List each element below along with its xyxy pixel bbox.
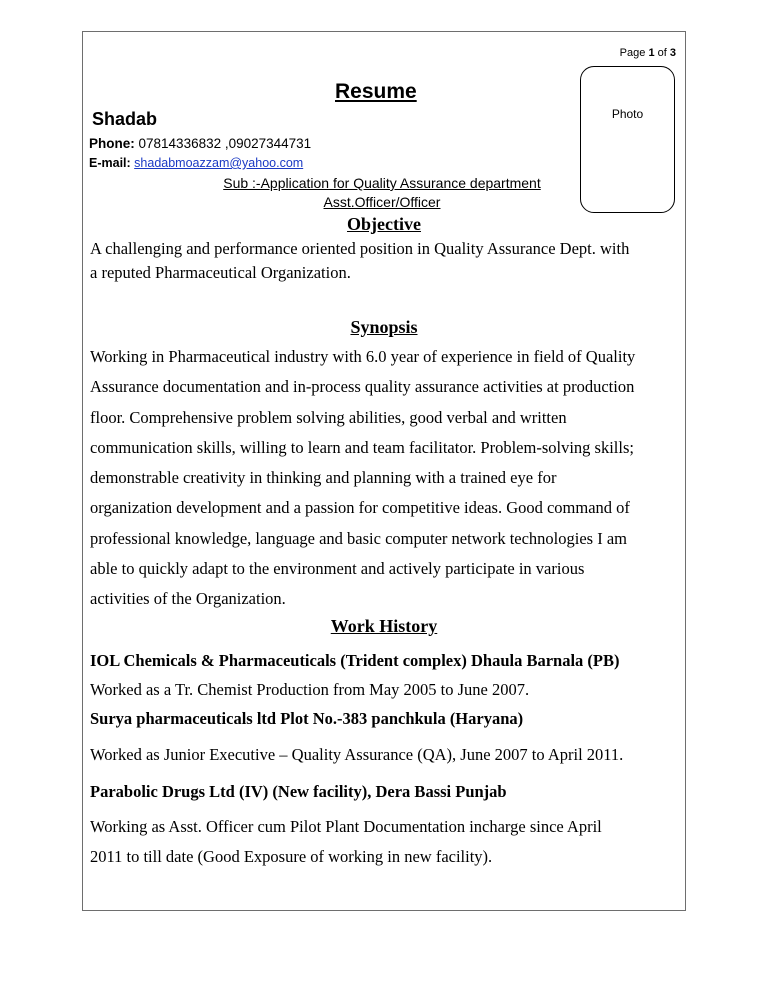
email-label: E-mail: <box>89 156 131 170</box>
phone-label: Phone: <box>89 136 135 151</box>
phone-line <box>89 136 311 151</box>
work-company: Parabolic Drugs Ltd (IV) (New facility), Dera Bassi Punjab <box>90 782 507 801</box>
phone-value: 07814336832 ,09027344731 <box>138 136 312 151</box>
email-link[interactable]: shadabmoazzam@yahoo.com <box>134 156 304 170</box>
synopsis-line: Working in Pharmaceutical industry with 6.0 year of experience in field of Quality <box>90 347 636 366</box>
synopsis-heading: Synopsis <box>350 317 418 337</box>
objective-text <box>90 237 690 285</box>
work-description: Working as Asst. Officer cum Pilot Plant Documentation incharge since April <box>90 817 602 836</box>
synopsis-line: professional knowledge, language and basic computer network technologies I am <box>90 528 627 548</box>
photo-label: Photo <box>611 107 644 121</box>
synopsis-line: organization development and a passion for competitive ideas. Good command of <box>90 498 630 518</box>
work-description: 2011 to till date (Good Exposure of working in new facility). <box>90 847 493 866</box>
objective-heading: Objective <box>347 214 421 234</box>
synopsis-text <box>90 342 690 615</box>
resume-title: Resume <box>335 80 417 103</box>
work-company: IOL Chemicals & Pharmaceuticals (Trident complex) Dhaula Barnala (PB) <box>90 651 620 670</box>
work-history-heading: Work History <box>330 616 438 636</box>
synopsis-line: activities of the Organization. <box>90 589 286 609</box>
page-total: 3 <box>669 47 676 59</box>
page-label: Page <box>619 47 646 59</box>
page-of: of <box>657 47 667 59</box>
synopsis-line: able to quickly adapt to the environment and actively participate in various <box>90 559 585 579</box>
synopsis-line: demonstrable creativity in thinking and planning with a trained eye for <box>90 468 557 488</box>
candidate-name: Shadab <box>92 109 158 129</box>
synopsis-line: communication skills, willing to learn and team facilitator. Problem-solving skills; <box>90 437 634 457</box>
page-number <box>620 47 676 59</box>
work-company: Surya pharmaceuticals ltd Plot No.-383 panchkula (Haryana) <box>90 709 524 728</box>
objective-line: a reputed Pharmaceutical Organization. <box>90 263 351 282</box>
work-description: Worked as Junior Executive – Quality Assurance (QA), June 2007 to April 2011. <box>90 745 624 764</box>
photo-placeholder <box>580 66 675 213</box>
subject-line-2: Asst.Officer/Officer <box>323 194 441 210</box>
email-line <box>89 156 303 170</box>
subject-line-1: Sub :-Application for Quality Assurance department <box>223 175 541 191</box>
objective-line: A challenging and performance oriented position in Quality Assurance Dept. with <box>90 239 630 258</box>
work-description: Worked as a Tr. Chemist Production from May 2005 to June 2007. <box>90 680 530 699</box>
synopsis-line: Assurance documentation and in-process quality assurance activities at production <box>90 377 635 397</box>
page-current: 1 <box>648 47 655 59</box>
synopsis-line: floor. Comprehensive problem solving abilities, good verbal and written <box>90 407 567 427</box>
